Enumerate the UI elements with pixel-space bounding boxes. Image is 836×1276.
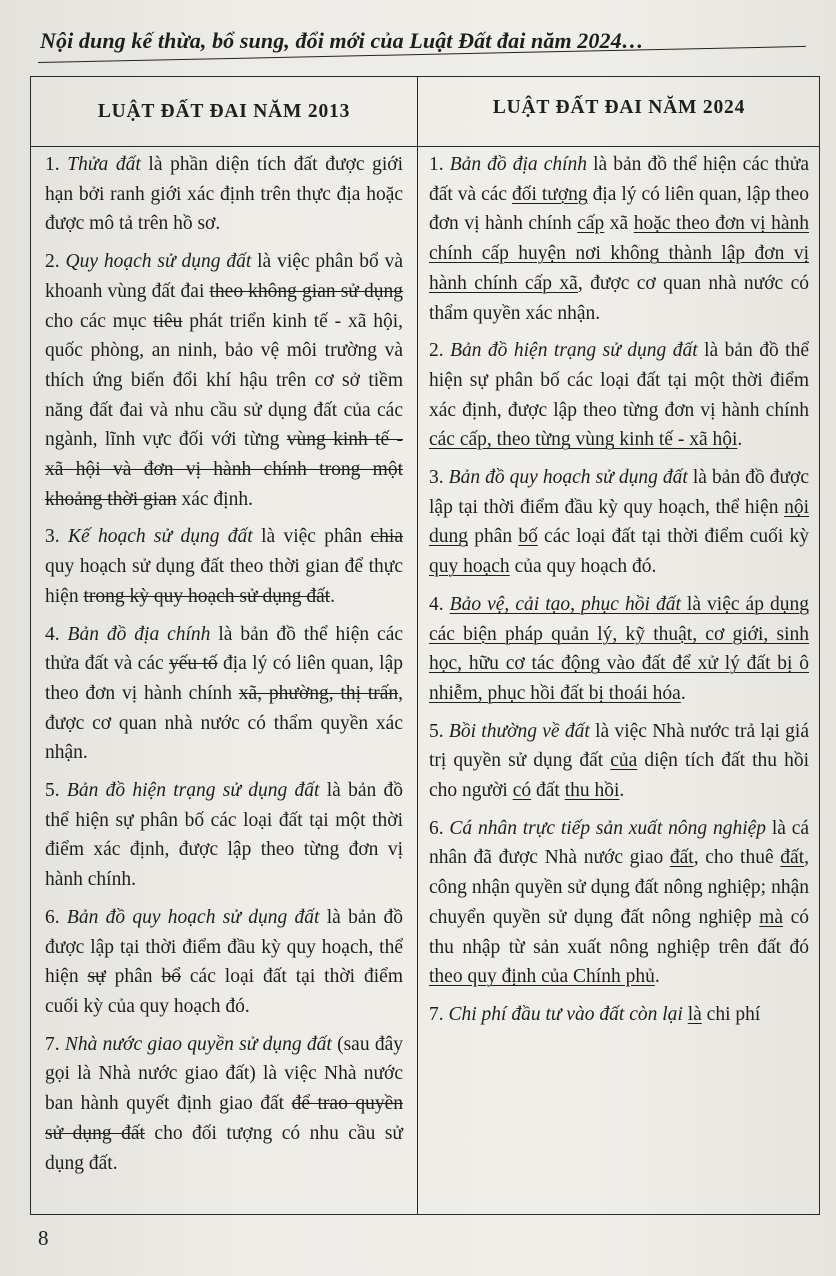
added-text: cấp [577,213,605,235]
running-head: Nội dung kế thừa, bổ sung, đổi mới của Luật Đất đai năm 2024… [40,28,644,53]
clause-2013-6: 6. Bản đồ quy hoạch sử dụng đất là bản đồ được lập tại thời điểm đầu kỳ quy hoạch, thể hiện sự phân bổ các loại đất tại thời điểm cuối kỳ của quy hoạch đó. [45,906,403,1017]
added-text: là việc áp dụng các biện pháp quản lý, kỹ thuật, cơ giới, sinh học, hữu cơ tác động vào đất để xử lý đất bị ô nhiễm, phục hồi đất bị thoái hóa [429,593,809,704]
added-text: các cấp, theo từng vùng kinh tế - xã hội [429,429,738,451]
clause-2024-1: 1. Bản đồ địa chính là bản đồ thể hiện các thửa đất và các đối tượng địa lý có liên quan, lập theo đơn vị hành chính cấp xã hoặc theo đơn vị hành chính cấp huyện nơi không thành lập đơn vị hành chính cấp xã, được cơ quan nhà nước có thẩm quyền xác nhận. [429,154,810,324]
column-header-2024: LUẬT ĐẤT ĐAI NĂM 2024 [492,96,746,118]
clause-2024-4: 4. Bảo vệ, cải tạo, phục hồi đất là việc áp dụng các biện pháp quản lý, kỹ thuật, cơ giới, sinh học, hữu cơ tác động vào đất để xử lý đất bị ô nhiễm, phục hồi đất bị thoái hóa. [429,593,809,704]
comparison-table [30,76,820,1215]
clause-2013-5: 5. Bản đồ hiện trạng sử dụng đất là bản đồ thể hiện sự phân bố các loại đất tại một thời điểm xác định, được lập theo từng đơn vị hành chính. [45,780,404,891]
deleted-text: trong kỳ quy hoạch sử dụng đất [83,585,331,607]
added-text: đất [780,847,805,869]
added-text: mà [759,906,783,928]
deleted-text: sự [87,966,106,988]
column-2013 [45,146,403,1186]
clause-2024-5: 5. Bồi thường về đất là việc Nhà nước trả lại giá trị quyền sử dụng đất của diện tích đất thu hồi cho người có đất thu hồi. [429,720,809,802]
added-text: đối tượng [512,183,588,205]
clause-2024-3: 3. Bản đồ quy hoạch sử dụng đất là bản đồ được lập tại thời điểm đầu kỳ quy hoạch, thể hiện nội dung phân bố các loại đất tại thời điểm cuối kỳ quy hoạch của quy hoạch đó. [429,467,810,578]
added-text: thu hồi [564,780,620,802]
added-text: bố [518,526,538,548]
column-header-2013: LUẬT ĐẤT ĐAI NĂM 2013 [97,100,351,122]
deleted-text: vùng kinh tế - xã hội và đơn vị hành chính trong một khoảng thời gian [45,429,403,510]
clause-2013-2: 2. Quy hoạch sử dụng đất là việc phân bổ và khoanh vùng đất đai theo không gian sử dụng cho các mục tiêu phát triển kinh tế - xã hội, quốc phòng, an ninh, bảo vệ môi trường và thích ứng biến đổi khí hậu trên cơ sở tiềm năng đất đai và nhu cầu sử dụng đất của các ngành, lĩnh vực đối với từng vùng kinh tế - xã hội và đơn vị hành chính trong một khoảng thời gian xác định. [45,251,403,510]
added-text: là [687,1003,702,1025]
added-text: hoặc theo đơn vị hành chính cấp huyện nơi không thành lập đơn vị hành chính cấp xã [429,213,809,294]
added-text: Bảo vệ, cải tạo, phục hồi đất [449,593,681,615]
clause-2024-7: 7. Chi phí đầu tư vào đất còn lại là chi phí [429,1003,761,1025]
added-text: quy hoạch [429,556,510,578]
deleted-text: theo không gian sử dụng [209,280,403,302]
added-text: nội dung [429,496,809,548]
clause-2013-1: 1. Thửa đất là phần diện tích đất được giới hạn bởi ranh giới xác định trên thực địa hoặc được mô tả trên hồ sơ. [45,154,404,235]
column-2024 [429,146,809,1038]
clause-2024-2: 2. Bản đồ hiện trạng sử dụng đất là bản đồ thể hiện sự phân bố các loại đất tại một thời điểm xác định, được lập theo từng đơn vị hành chính các cấp, theo từng vùng kinh tế - xã hội. [429,340,809,451]
column-divider [417,77,418,1214]
clause-2013-3: 3. Kế hoạch sử dụng đất là việc phân chia quy hoạch sử dụng đất theo thời gian để thực hiện trong kỳ quy hoạch sử dụng đất. [45,526,403,607]
added-text: theo quy định của Chính phủ [429,966,655,988]
added-text: của [610,750,638,772]
page-number: 8 [38,1226,49,1250]
deleted-text: xã, phường, thị trấn [238,682,399,704]
added-text: có [512,780,532,802]
deleted-text: yếu tố [168,653,218,675]
deleted-text: để trao quyền sử dụng đất [45,1093,403,1144]
deleted-text: tiêu [153,310,183,332]
clause-2024-6: 6. Cá nhân trực tiếp sản xuất nông nghiệp là cá nhân đã được Nhà nước giao đất, cho thuê đất, công nhận quyền sử dụng đất nông nghiệp; nhận chuyển quyền sử dụng đất nông nghiệp mà có thu nhập từ sản xuất nông nghiệp trên đất đó theo quy định của Chính phủ. [429,817,810,988]
deleted-text: bổ [161,966,181,988]
clause-2013-7: 7. Nhà nước giao quyền sử dụng đất (sau đây gọi là Nhà nước giao đất) là việc Nhà nước ban hành quyết định giao đất để trao quyền sử dụng đất cho đối tượng có nhu cầu sử dụng đất. [45,1033,403,1174]
deleted-text: chia [370,526,403,548]
added-text: đất [669,847,694,869]
clause-2013-4: 4. Bản đồ địa chính là bản đồ thể hiện các thửa đất và các yếu tố địa lý có liên quan, lập theo đơn vị hành chính xã, phường, thị trấn, được cơ quan nhà nước có thẩm quyền xác nhận. [45,623,404,764]
